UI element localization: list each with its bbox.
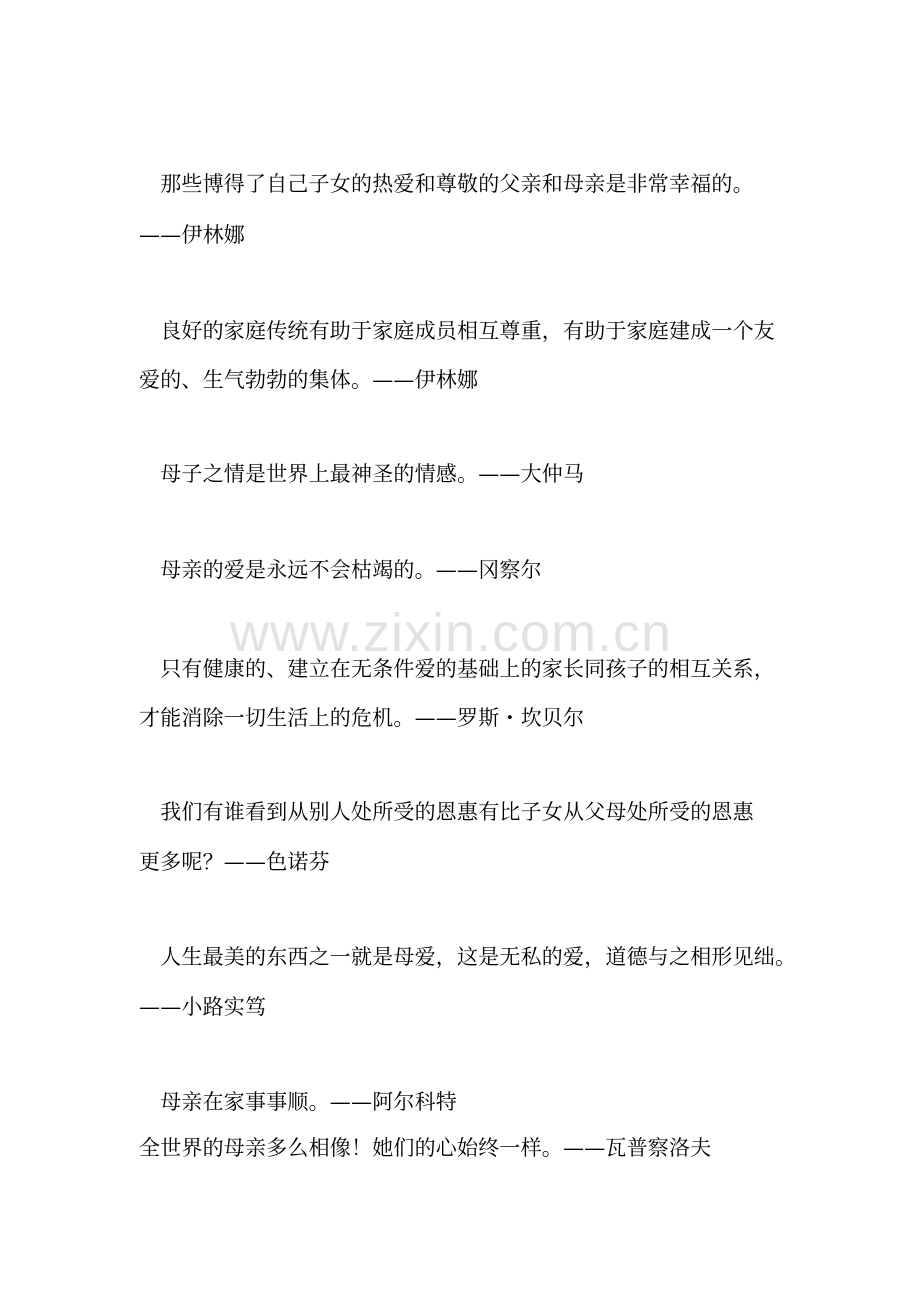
quote-line: 母亲的爱是永远不会枯竭的。——冈察尔 bbox=[139, 558, 542, 582]
quote-line: 更多呢？——色诺芬 bbox=[139, 850, 330, 874]
quote-line: 我们有谁看到从别人处所受的恩惠有比子女从父母处所受的恩惠 bbox=[139, 800, 754, 824]
quote-line: 人生最美的东西之一就是母爱，这是无私的爱，道德与之相形见绌。 bbox=[139, 945, 797, 969]
quote-line: 才能消除一切生活上的危机。——罗斯・坎贝尔 bbox=[139, 706, 585, 730]
quote-attribution-line: ——伊林娜 bbox=[139, 223, 245, 247]
quote-line: 良好的家庭传统有助于家庭成员相互尊重，有助于家庭建成一个友 bbox=[139, 319, 775, 343]
quote-line: 那些博得了自己子女的热爱和尊敬的父亲和母亲是非常幸福的。 bbox=[139, 172, 754, 196]
quote-line: 母亲在家事事顺。——阿尔科特 bbox=[139, 1090, 457, 1114]
quote-line: 只有健康的、建立在无条件爱的基础上的家长同孩子的相互关系， bbox=[139, 657, 775, 681]
quote-line: 母子之情是世界上最神圣的情感。——大仲马 bbox=[139, 462, 585, 486]
watermark: www.zixin.com.cn bbox=[230, 603, 673, 663]
quote-attribution-line: ——小路实笃 bbox=[139, 995, 267, 1019]
quote-line: 爱的、生气勃勃的集体。——伊林娜 bbox=[139, 368, 479, 392]
quote-line: 全世界的母亲多么相像！她们的心始终一样。——瓦普察洛夫 bbox=[139, 1136, 712, 1160]
